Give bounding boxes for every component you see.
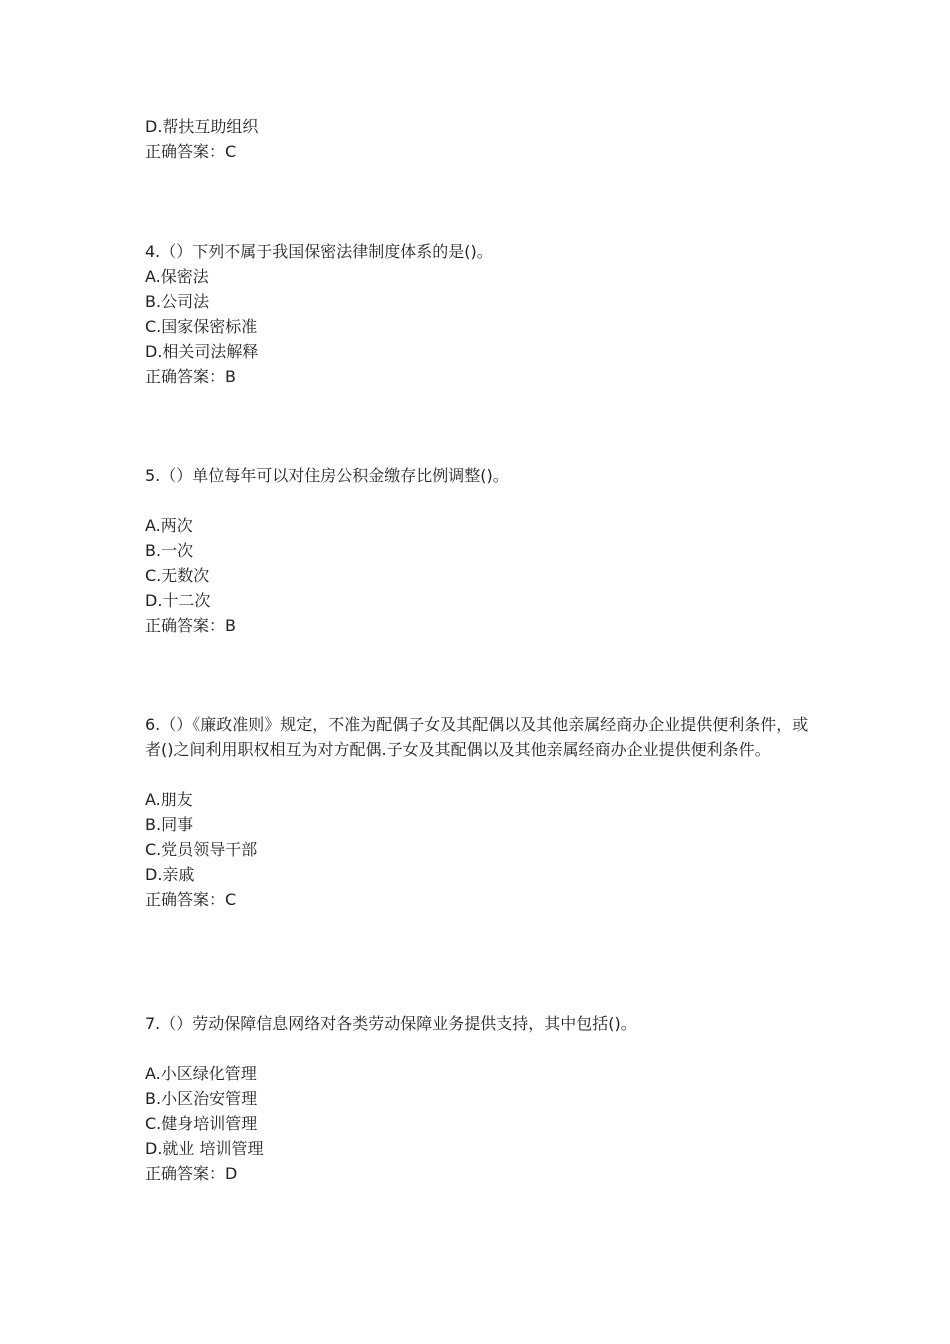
question-5 (145, 463, 815, 638)
option-d: D.就业 培训管理 (145, 1139, 264, 1158)
option-c: C.无数次 (145, 566, 210, 585)
option-a: A.朋友 (145, 790, 193, 809)
question-stem: 7.（）劳动保障信息网络对各类劳动保障业务提供支持，其中包括()。 (145, 1014, 637, 1033)
correct-answer: 正确答案：D (145, 1164, 238, 1183)
correct-answer: 正确答案：C (145, 142, 237, 161)
option-d: D.相关司法解释 (145, 342, 259, 361)
question-7 (145, 1011, 815, 1186)
option-d: D.亲戚 (145, 865, 195, 884)
option-b: B.同事 (145, 815, 194, 834)
correct-answer: 正确答案：C (145, 890, 237, 909)
question-stem: 6.（）《廉政准则》规定，不准为配偶子女及其配偶以及其他亲属经商办企业提供便利条件，或者()之间利用职权相互为对方配偶.子女及其配偶以及其他亲属经商办企业提供便利条件。 (145, 715, 809, 759)
option-c: C.党员领导干部 (145, 840, 258, 859)
question-stem: 4.（）下列不属于我国保密法律制度体系的是()。 (145, 242, 493, 261)
option-b: B.小区治安管理 (145, 1089, 258, 1108)
option-b: B.公司法 (145, 292, 210, 311)
question-6 (145, 712, 815, 912)
spacer (145, 762, 815, 787)
spacer (145, 488, 815, 513)
spacer (145, 1036, 815, 1061)
option-b: B.一次 (145, 541, 194, 560)
option-a: A.两次 (145, 516, 193, 535)
correct-answer: 正确答案：B (145, 616, 236, 635)
option-d: D.帮扶互助组织 (145, 117, 259, 136)
option-c: C.健身培训管理 (145, 1114, 258, 1133)
correct-answer: 正确答案：B (145, 367, 236, 386)
question-4 (145, 239, 815, 389)
previous-question-fragment (145, 114, 815, 164)
question-stem: 5.（）单位每年可以对住房公积金缴存比例调整()。 (145, 466, 509, 485)
option-a: A.小区绿化管理 (145, 1064, 257, 1083)
option-d: D.十二次 (145, 591, 211, 610)
option-c: C.国家保密标准 (145, 317, 258, 336)
option-a: A.保密法 (145, 267, 209, 286)
